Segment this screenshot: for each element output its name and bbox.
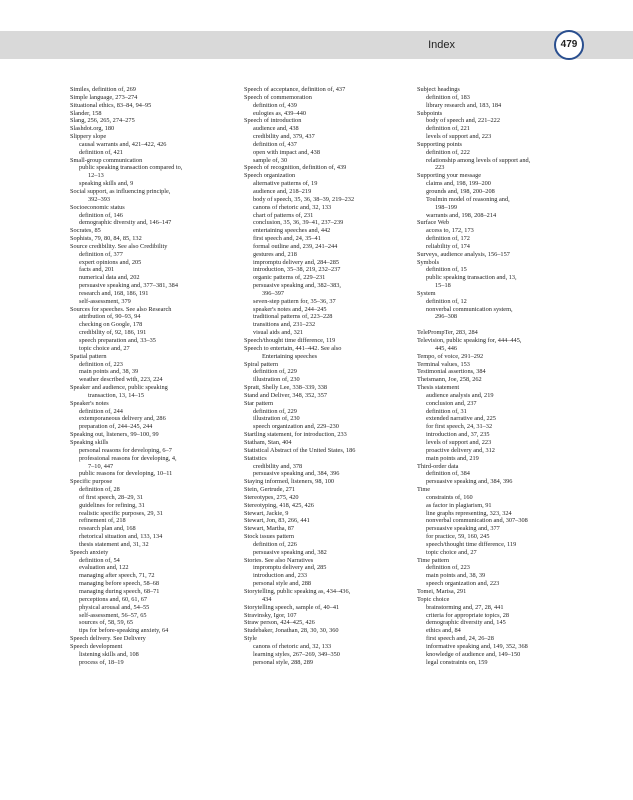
index-entry: Socrates, 85 — [70, 227, 101, 235]
index-subentry: credibility of, 92, 186, 191 — [79, 329, 147, 337]
index-entry: Tempo, of voice, 291–292 — [417, 352, 484, 360]
index-subentry: definition of, 15 — [426, 266, 467, 274]
header-bar — [0, 31, 633, 59]
index-entry: Tomei, Marisa, 291 — [417, 588, 467, 595]
index-subentry: definition of, 226 — [253, 540, 297, 548]
index-subentry: gestures and, 218 — [253, 250, 297, 258]
index-subentry: 396–397 — [262, 289, 285, 297]
index-entry: Theismann, Joe, 258, 262 — [417, 376, 482, 384]
index-subentry: sources of, 58, 59, 65 — [79, 619, 134, 627]
index-subentry: speech organization and, 229–230 — [253, 423, 339, 431]
index-entry: Slander, 158 — [70, 109, 102, 117]
index-subentry: speech preparation and, 33–35 — [79, 337, 156, 344]
index-subentry: managing before speech, 58–68 — [79, 580, 160, 588]
index-subentry: nonverbal communication and, 307–308 — [426, 517, 528, 525]
index-entry: Slippery slope — [70, 133, 107, 141]
page-header-title: Index — [428, 39, 455, 51]
index-subentry: for practice, 59, 160, 245 — [426, 533, 490, 541]
index-subentry: criteria for appropriate topics, 28 — [426, 611, 510, 619]
index-subentry: 15–18 — [435, 282, 451, 290]
index-subentry: nonverbal communication system, — [426, 305, 513, 313]
index-subentry: body of speech, 35, 36, 38–39, 219–232 — [253, 195, 355, 203]
index-subentry: topic choice and, 27 — [79, 344, 130, 352]
index-entry: Speaking out, listeners, 99–100, 99 — [70, 431, 159, 439]
index-entry: Simple language, 273–274 — [70, 93, 138, 101]
index-subentry: definition of, 183 — [426, 93, 470, 101]
index-subentry: causal warrants and, 421–422, 426 — [79, 140, 167, 148]
index-entry: Speech of recognition, definition of, 439 — [244, 164, 347, 172]
index-entry: Speech to entertain, 441–442. See also — [244, 344, 342, 352]
index-subentry: definition of, 384 — [426, 470, 470, 478]
index-subentry: personal style, 288, 289 — [253, 658, 313, 666]
index-entry: Terminal values, 153 — [417, 360, 470, 368]
index-entry: Surface Web — [417, 219, 450, 227]
index-subentry: 445, 446 — [435, 344, 458, 352]
index-entry: Speech delivery. See Delivery — [70, 635, 146, 643]
index-entry: Testimonial assertions, 384 — [417, 368, 486, 376]
index-subentry: checking on Google, 178 — [79, 321, 143, 329]
index-entry: Speech anxiety — [70, 548, 109, 556]
index-subentry: definition of, 221 — [426, 125, 470, 133]
index-subentry: persuasive speaking and, 377 — [426, 525, 500, 533]
index-entry: Specific purpose — [70, 478, 113, 486]
index-subentry: definition of, 229 — [253, 368, 297, 376]
index-entry: Storytelling speech, sample of, 40–41 — [244, 603, 340, 611]
index-entry: Statistics — [244, 454, 267, 462]
index-subentry: first speech and, 24, 35–41 — [253, 235, 321, 243]
index-entry: Speech of commemoration — [244, 93, 312, 101]
index-subentry: definition of, 28 — [79, 486, 120, 494]
index-subentry: refinement of, 218 — [79, 517, 126, 525]
index-subentry: audience and, 218–219 — [253, 187, 312, 195]
index-entry: Socioeconomic status — [70, 203, 125, 211]
index-subentry: relationship among levels of support and, — [426, 156, 531, 164]
index-subentry: library research and, 183, 184 — [426, 101, 502, 109]
index-entry: Television, public speaking for, 444–445, — [417, 337, 522, 344]
index-subentry: credibility and, 378 — [253, 462, 303, 470]
index-subentry: definition of, 12 — [426, 297, 467, 305]
index-subentry: definition of, 54 — [79, 556, 120, 564]
index-subentry: reliability of, 174 — [426, 242, 470, 250]
index-subentry: persuasive speaking and, 382 — [253, 548, 327, 556]
index-subentry: 434 — [262, 595, 272, 603]
index-subentry: perceptions and, 60, 61, 67 — [79, 595, 148, 603]
index-subentry: chart of patterns of, 231 — [253, 211, 314, 219]
index-entry: Spratt, Shelly Lee, 338–339, 338 — [244, 384, 328, 392]
index-entry: Speech organization — [244, 172, 296, 180]
index-entry: Small-group communication — [70, 156, 143, 164]
index-subentry: canons of rhetoric and, 32, 133 — [253, 203, 332, 211]
index-entry: Symbols — [417, 258, 440, 266]
index-subentry: definition of, 229 — [253, 407, 297, 415]
index-subentry: physical arousal and, 54–55 — [79, 603, 150, 611]
index-subentry: illustration of, 230 — [253, 415, 300, 423]
index-subentry: extemporaneous delivery and, 286 — [79, 415, 166, 423]
index-subentry: weather described with, 223, 224 — [79, 376, 163, 384]
index-subentry: main points and, 219 — [426, 454, 479, 462]
index-subentry: eulogies as, 439–440 — [253, 109, 306, 117]
index-subentry: proactive delivery and, 312 — [426, 446, 495, 454]
index-entry: Subpoints — [417, 109, 443, 117]
index-subentry: numerical data and, 202 — [79, 274, 140, 282]
index-entry: Spiral pattern — [244, 360, 279, 368]
index-entry: System — [417, 289, 436, 297]
page-number: 479 — [554, 30, 584, 60]
index-entry: Stereotypes, 275, 420 — [244, 493, 299, 501]
index-subentry: impromptu delivery and, 285 — [253, 564, 327, 572]
index-subentry: transitions and, 231–232 — [253, 321, 316, 329]
index-subentry: introduction, 35–38, 219, 232–237 — [253, 266, 341, 274]
index-subentry: for first speech, 24, 31–32 — [426, 423, 493, 431]
index-subentry: introduction and, 37, 235 — [426, 431, 490, 439]
index-subentry: persuasive speaking and, 384, 396 — [253, 470, 340, 478]
index-subentry: persuasive speaking and, 382–383, — [253, 282, 341, 290]
index-subentry: persuasive speaking and, 384, 396 — [426, 478, 513, 486]
index-subentry: 12–13 — [88, 172, 104, 180]
index-subentry: informative speaking and, 149, 352, 368 — [426, 642, 528, 650]
index-subentry: levels of support and, 223 — [426, 133, 492, 141]
index-subentry: entertaining speeches and, 442 — [253, 227, 331, 235]
index-entry: Stewart, Jon, 83, 266, 441 — [244, 517, 310, 525]
index-entry: Speech/thought time difference, 119 — [244, 337, 336, 344]
index-entry: Sources for speeches. See also Research — [70, 305, 172, 313]
index-subentry: knowledge of audience and, 149–150 — [426, 650, 521, 658]
index-subentry: canons of rhetoric and, 32, 133 — [253, 642, 332, 650]
index-entry: Stein, Gertrude, 271 — [244, 486, 296, 494]
index-entry: Speech development — [70, 642, 123, 650]
index-entry: Statham, Stan, 404 — [244, 438, 292, 446]
index-entry: Stand and Deliver, 348, 352, 357 — [244, 391, 327, 399]
index-entry: Topic choice — [417, 595, 450, 603]
index-subentry: sample of, 30 — [253, 156, 288, 164]
index-entry: Speech of acceptance, definition of, 437 — [244, 86, 346, 93]
index-entry: Speaking skills — [70, 438, 109, 446]
index-subentry: illustration of, 230 — [253, 376, 300, 384]
index-subentry: demographic diversity and, 146–147 — [79, 219, 172, 227]
index-subentry: line graphs representing, 323, 324 — [426, 509, 512, 517]
index-entry: Source credibility. See also Credibility — [70, 242, 168, 250]
index-entry: Straw person, 424–425, 426 — [244, 619, 315, 627]
index-subentry: 198–199 — [435, 203, 458, 211]
index-subentry: thesis statement and, 31, 32 — [79, 540, 149, 548]
index-subentry: tips for before-speaking anxiety, 64 — [79, 627, 169, 635]
index-entry: Speaker's notes — [70, 399, 109, 407]
index-subentry: self-assessment, 56–57, 65 — [79, 611, 147, 619]
index-entry: Spatial pattern — [70, 352, 107, 360]
index-entry: Studebaker, Jonathan, 28, 30, 30, 360 — [244, 627, 339, 635]
index-subentry: research and, 168, 186, 191 — [79, 289, 149, 297]
index-subentry: legal constraints on, 159 — [426, 658, 488, 666]
index-subentry: speaker's notes and, 244–245 — [253, 305, 327, 313]
index-subentry: public speaking transaction compared to, — [79, 164, 183, 172]
index-subentry: access to, 172, 173 — [426, 227, 474, 235]
index-subentry: managing after speech, 71, 72 — [79, 572, 155, 580]
index-entry: Situational ethics, 83–84, 94–95 — [70, 101, 152, 109]
index-entry: Slang, 256, 265, 274–275 — [70, 117, 135, 125]
index-subentry: process of, 18–19 — [79, 658, 124, 666]
index-entry: Stories. See also Narratives — [244, 556, 314, 564]
index-subentry: definition of, 421 — [79, 148, 123, 156]
index-entry: Staying informed, listeners, 98, 100 — [244, 478, 335, 486]
index-entry: Sophists, 79, 80, 84, 85, 132 — [70, 235, 142, 243]
index-subentry: expert opinions and, 205 — [79, 258, 142, 266]
index-entry: Speaker and audience, public speaking — [70, 384, 168, 392]
index-subentry: levels of support and, 223 — [426, 438, 492, 446]
index-entry: TelePrompTer, 283, 284 — [417, 329, 478, 337]
index-subentry: conclusion and, 237 — [426, 399, 477, 407]
index-entry: Stereotyping, 418, 425, 426 — [244, 501, 314, 509]
index-entry: Startling statement, for introduction, 233 — [244, 431, 347, 439]
index-entry: Star pattern — [244, 399, 274, 407]
index-subentry: definition of, 222 — [426, 148, 470, 156]
index-subentry: open with impact and, 438 — [253, 148, 320, 156]
index-subentry: organic patterns of, 229–231 — [253, 274, 326, 282]
index-subentry: professional reasons for developing, 4, — [79, 454, 177, 462]
index-subentry: visual aids and, 321 — [253, 329, 304, 337]
index-subentry: first speech and, 24, 26–28 — [426, 635, 494, 643]
index-subentry: definition of, 223 — [79, 360, 123, 368]
index-entry: Stewart, Martha, 87 — [244, 525, 295, 533]
index-subentry: preparation of, 244–245, 244 — [79, 423, 153, 431]
index-subentry: realistic specific purposes, 29, 31 — [79, 509, 163, 517]
index-subentry: speech/thought time difference, 119 — [426, 540, 517, 548]
index-subentry: guidelines for refining, 31 — [79, 501, 145, 509]
index-subentry: Entertaining speeches — [262, 352, 318, 360]
index-entry — [417, 321, 575, 329]
index-entry: Supporting points — [417, 140, 462, 148]
index-subentry: audience analysis and, 219 — [426, 391, 494, 399]
index-entry: Surveys, audience analysis, 156–157 — [417, 250, 510, 258]
index-subentry: listening skills and, 108 — [79, 650, 139, 658]
index-subentry: main points and, 38, 39 — [426, 572, 486, 580]
index-entry: Stock issues pattern — [244, 533, 295, 541]
index-subentry: evaluation and, 122 — [79, 564, 129, 572]
index-subentry: 296–308 — [435, 313, 458, 321]
index-subentry: 223 — [435, 164, 445, 172]
index-subentry: public reasons for developing, 10–11 — [79, 470, 173, 478]
index-subentry: 392–393 — [88, 195, 111, 203]
index-subentry: formal outline and, 239, 241–244 — [253, 242, 338, 250]
index-entry: Time pattern — [417, 556, 450, 564]
index-subentry: definition of, 146 — [79, 211, 123, 219]
index-subentry: brainstorming and, 27, 28, 441 — [426, 603, 504, 611]
index-subentry: main points and, 38, 39 — [79, 368, 139, 376]
index-subentry: persuasive speaking and, 377–381, 384 — [79, 282, 178, 290]
index-subentry: credibility and, 379, 437 — [253, 133, 315, 141]
index-entry: Slashdot.org, 180 — [70, 125, 115, 133]
index-subentry: impromptu delivery and, 284–285 — [253, 258, 340, 266]
index-entry: Similes, definition of, 269 — [70, 86, 136, 93]
index-subentry: seven-step pattern for, 35–36, 37 — [253, 297, 336, 305]
index-subentry: constraints of, 160 — [426, 493, 473, 501]
index-subentry: definition of, 244 — [79, 407, 123, 415]
index-subentry: warrants and, 198, 208–214 — [426, 211, 497, 219]
index-subentry: extended narrative and, 225 — [426, 415, 496, 423]
index-subentry: self-assessment, 379 — [79, 297, 131, 305]
index-entry: Stravinsky, Igor, 107 — [244, 611, 297, 619]
index-subentry: topic choice and, 27 — [426, 548, 477, 556]
index-subentry: personal style and, 288 — [253, 580, 312, 588]
index-subentry: claims and, 198, 199–200 — [426, 180, 491, 188]
index-subentry: grounds and, 198, 200–208 — [426, 187, 495, 195]
index-entry: Supporting your message — [417, 172, 482, 180]
index-subentry: definition of, 172 — [426, 235, 470, 243]
index-entry: Style — [244, 635, 257, 643]
index-subentry: conclusion, 35, 36, 39–41, 237–239 — [253, 219, 344, 227]
index-subentry: introduction and, 233 — [253, 572, 308, 580]
index-entry: Third-order data — [417, 462, 459, 470]
index-entry: Stewart, Jackie, 9 — [244, 509, 289, 517]
index-entry: Speech of introduction — [244, 117, 302, 125]
index-entry: Subject headings — [417, 86, 460, 93]
index-subentry: as factor in plagiarism, 91 — [426, 501, 492, 509]
index-entry: Statistical Abstract of the United States, 186 — [244, 446, 356, 454]
index-subentry: body of speech and, 221–222 — [426, 117, 500, 125]
index-subentry: definition of, 31 — [426, 407, 467, 415]
index-subentry: definition of, 439 — [253, 101, 297, 109]
index-subentry: learning styles, 267–269, 349–350 — [253, 650, 340, 658]
index-subentry: demographic diversity and, 145 — [426, 619, 506, 627]
index-subentry: traditional patterns of, 223–228 — [253, 313, 333, 321]
index-subentry: research plan and, 168 — [79, 525, 136, 533]
index-subentry: definition of, 437 — [253, 140, 297, 148]
index-column-1 — [70, 86, 228, 666]
index-entry: Storytelling, public speaking as, 434–436, — [244, 588, 351, 595]
index-subentry: audience and, 438 — [253, 125, 299, 133]
index-subentry: Toulmin model of reasoning and, — [426, 195, 510, 203]
index-subentry: of first speech, 28–29, 31 — [79, 493, 144, 501]
index-subentry: attribution of, 90–93, 94 — [79, 313, 141, 321]
index-column-2 — [244, 86, 402, 666]
index-subentry: rhetorical situation and, 133, 134 — [79, 533, 163, 541]
index-subentry: personal reasons for developing, 6–7 — [79, 446, 172, 454]
index-entry: Thesis statement — [417, 384, 460, 392]
index-subentry: transaction, 13, 14–15 — [88, 391, 144, 399]
index-subentry: facts and, 201 — [79, 266, 115, 274]
index-subentry: alternative patterns of, 19 — [253, 180, 318, 188]
index-subentry: definition of, 223 — [426, 564, 470, 572]
index-subentry: definition of, 377 — [79, 250, 123, 258]
index-subentry: ethics and, 84 — [426, 627, 461, 635]
index-subentry: public speaking transaction and, 13, — [426, 274, 517, 282]
index-entry: Social support, as influencing principle, — [70, 187, 171, 195]
index-entry: Time — [417, 486, 431, 494]
index-subentry: speech organization and, 223 — [426, 580, 500, 588]
index-column-3 — [417, 86, 575, 666]
index-subentry: speaking skills and, 9 — [79, 180, 134, 188]
index-subentry: 7–10, 447 — [88, 462, 114, 470]
index-subentry: managing during speech, 68–71 — [79, 588, 160, 595]
